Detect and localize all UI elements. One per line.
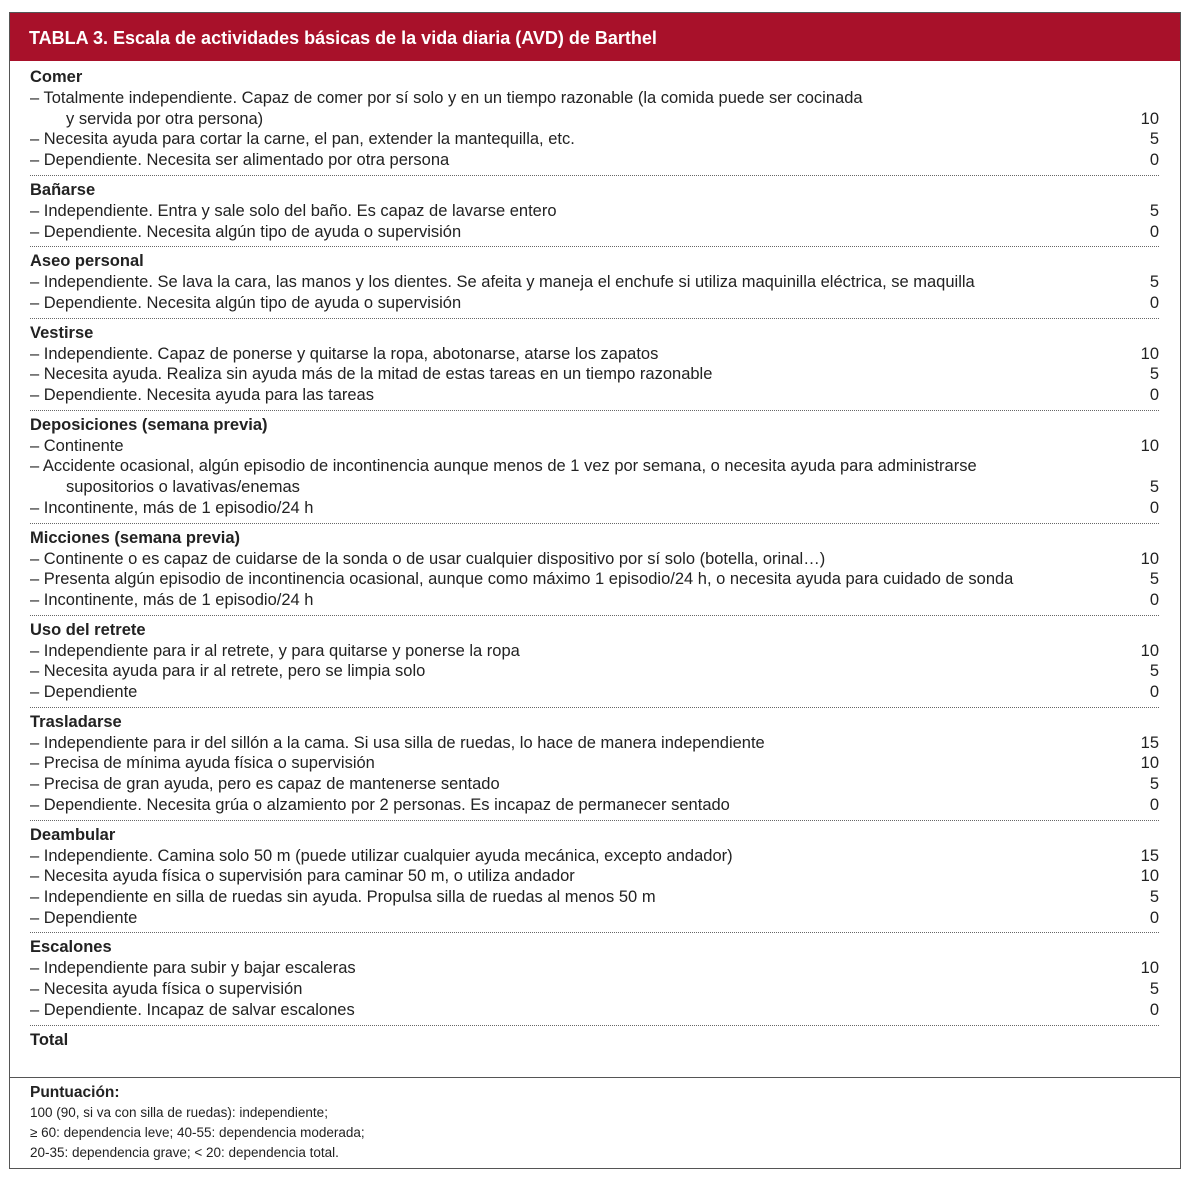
item-row [30, 1000, 1159, 1021]
item-description: – Dependiente [30, 683, 138, 702]
item-score: 10 [1140, 867, 1159, 886]
item-description: – Continente [30, 436, 124, 455]
item-description: – Dependiente. Incapaz de salvar escalones [30, 1000, 355, 1019]
item-score: 10 [1140, 959, 1159, 978]
item-description: – Independiente. Se lava la cara, las manos y los dientes. Se afeita y maneja el enchufe si utiliza maquinilla eléctrica, se maquilla [30, 273, 975, 292]
item-score: 0 [1149, 151, 1159, 170]
item-row [30, 129, 1159, 150]
item-row [30, 846, 1159, 867]
item-description: – Necesita ayuda física o supervisión para caminar 50 m, o utiliza andador [30, 867, 575, 886]
item-score: 0 [1149, 1000, 1159, 1019]
item-description: – Necesita ayuda para ir al retrete, pero se limpia solo [30, 662, 426, 681]
item-score: 0 [1149, 795, 1159, 814]
item-row [30, 774, 1159, 795]
section [30, 251, 1159, 318]
item-score: 5 [1149, 130, 1159, 149]
item-score: 15 [1140, 846, 1159, 865]
item-description: – Independiente para subir y bajar escaleras [30, 959, 356, 978]
table-content [10, 61, 1180, 1055]
item-score: 10 [1140, 109, 1159, 128]
item-row [30, 908, 1159, 929]
item-score: 0 [1149, 683, 1159, 702]
item-description: – Precisa de mínima ayuda física o supervisión [30, 754, 375, 773]
section-title: Uso del retrete [30, 620, 146, 639]
item-score: 5 [1149, 478, 1159, 497]
footer-line: 20-35: dependencia grave; < 20: dependencia total. [30, 1145, 339, 1160]
item-description-continuation: y servida por otra persona) [66, 109, 264, 128]
section-title: Micciones (semana previa) [30, 528, 241, 547]
item-score: 15 [1140, 733, 1159, 752]
item-row [30, 866, 1159, 887]
footer-line: ≥ 60: dependencia leve; 40-55: dependencia moderada; [30, 1125, 365, 1140]
item-description: – Incontinente, más de 1 episodio/24 h [30, 590, 314, 609]
item-score: 0 [1149, 590, 1159, 609]
item-row [30, 887, 1159, 908]
item-description: – Dependiente [30, 908, 138, 927]
item-description: – Independiente para ir al retrete, y para quitarse y ponerse la ropa [30, 641, 520, 660]
item-row [30, 661, 1159, 682]
item-row [30, 733, 1159, 754]
item-row [30, 344, 1159, 365]
item-row [30, 549, 1159, 570]
item-score: 0 [1149, 908, 1159, 927]
section [30, 415, 1159, 524]
section-title: Escalones [30, 938, 112, 957]
item-score: 5 [1149, 887, 1159, 906]
section [30, 180, 1159, 247]
item-score: 10 [1140, 436, 1159, 455]
section-title: Bañarse [30, 180, 96, 199]
item-score-spacer [1099, 456, 1159, 477]
item-score: 0 [1149, 386, 1159, 405]
section [30, 712, 1159, 821]
barthel-table [9, 12, 1181, 1169]
section-title: Trasladarse [30, 712, 122, 731]
section [30, 323, 1159, 411]
item-score: 10 [1140, 344, 1159, 363]
table-title: TABLA 3. Escala de actividades básicas de la vida diaria (AVD) de Barthel [10, 13, 1180, 61]
item-description: – Independiente. Capaz de ponerse y quitarse la ropa, abotonarse, atarse los zapatos [30, 344, 659, 363]
scoring-footer [10, 1077, 1180, 1163]
item-score: 5 [1149, 570, 1159, 589]
item-description: – Independiente en silla de ruedas sin ayuda. Propulsa silla de ruedas al menos 50 m [30, 887, 656, 906]
item-row [30, 641, 1159, 662]
item-description: – Independiente. Camina solo 50 m (puede utilizar cualquier ayuda mecánica, excepto andador) [30, 846, 733, 865]
item-description: – Dependiente. Necesita algún tipo de ayuda o supervisión [30, 222, 462, 241]
item-row-continuation [30, 477, 1159, 498]
item-row [30, 364, 1159, 385]
item-score: 5 [1149, 775, 1159, 794]
item-score: 0 [1149, 222, 1159, 241]
item-description: – Independiente. Entra y sale solo del baño. Es capaz de lavarse entero [30, 201, 557, 220]
item-description: – Presenta algún episodio de incontinencia ocasional, aunque como máximo 1 episodio/24 h, o necesita ayuda para cuidado de sonda [30, 570, 1014, 589]
item-row [30, 385, 1159, 406]
item-row [30, 569, 1159, 590]
section-title: Vestirse [30, 323, 94, 342]
item-score: 10 [1140, 754, 1159, 773]
item-row [30, 201, 1159, 222]
item-score: 5 [1149, 273, 1159, 292]
item-row [30, 222, 1159, 243]
item-description: – Dependiente. Necesita ayuda para las tareas [30, 386, 374, 405]
footer-line: 100 (90, si va con silla de ruedas): independiente; [30, 1105, 328, 1120]
footer-title: Puntuación: [30, 1084, 120, 1101]
item-description: – Continente o es capaz de cuidarse de la sonda o de usar cualquier dispositivo por sí solo (botella, orinal…) [30, 549, 826, 568]
item-row-continuation [30, 109, 1159, 130]
item-row [30, 88, 1159, 109]
section [30, 620, 1159, 708]
item-description: – Dependiente. Necesita algún tipo de ayuda o supervisión [30, 293, 462, 312]
section-title: Deposiciones (semana previa) [30, 415, 268, 434]
section-title: Deambular [30, 825, 116, 844]
section-title: Aseo personal [30, 252, 144, 271]
item-score: 0 [1149, 498, 1159, 517]
item-description: – Precisa de gran ayuda, pero es capaz de mantenerse sentado [30, 775, 500, 794]
item-description: – Totalmente independiente. Capaz de comer por sí solo y en un tiempo razonable (la comida puede ser cocinada [30, 89, 863, 107]
item-score: 5 [1149, 201, 1159, 220]
section-title: Comer [30, 68, 83, 86]
total-label: Total [30, 1030, 69, 1049]
item-score: 5 [1149, 365, 1159, 384]
item-description: – Dependiente. Necesita grúa o alzamiento por 2 personas. Es incapaz de permanecer sentado [30, 795, 730, 814]
item-description: – Dependiente. Necesita ser alimentado por otra persona [30, 151, 450, 170]
section [30, 67, 1159, 176]
item-description: – Incontinente, más de 1 episodio/24 h [30, 498, 314, 517]
item-description: – Accidente ocasional, algún episodio de incontinencia aunque menos de 1 vez por semana, o necesita ayuda para administrarse [30, 457, 977, 476]
item-score: 0 [1149, 293, 1159, 312]
item-description-continuation: supositorios o lavativas/enemas [66, 478, 300, 497]
item-description: – Independiente para ir del sillón a la cama. Si usa silla de ruedas, lo hace de manera independiente [30, 733, 765, 752]
item-description: – Necesita ayuda física o supervisión [30, 980, 303, 999]
item-score: 5 [1149, 980, 1159, 999]
item-row [30, 456, 1159, 477]
item-score: 10 [1140, 641, 1159, 660]
item-row [30, 498, 1159, 519]
item-description: – Necesita ayuda para cortar la carne, el pan, extender la mantequilla, etc. [30, 130, 575, 149]
item-score-spacer [1099, 88, 1159, 109]
item-row [30, 979, 1159, 1000]
section [30, 825, 1159, 934]
item-row [30, 795, 1159, 816]
item-row [30, 753, 1159, 774]
item-row [30, 682, 1159, 703]
section [30, 937, 1159, 1025]
item-row [30, 436, 1159, 457]
item-row [30, 590, 1159, 611]
item-score: 10 [1140, 549, 1159, 568]
item-row [30, 272, 1159, 293]
item-description: – Necesita ayuda. Realiza sin ayuda más de la mitad de estas tareas en un tiempo razonable [30, 365, 713, 384]
item-score: 5 [1149, 662, 1159, 681]
item-row [30, 293, 1159, 314]
item-row [30, 958, 1159, 979]
item-row [30, 150, 1159, 171]
section [30, 528, 1159, 616]
